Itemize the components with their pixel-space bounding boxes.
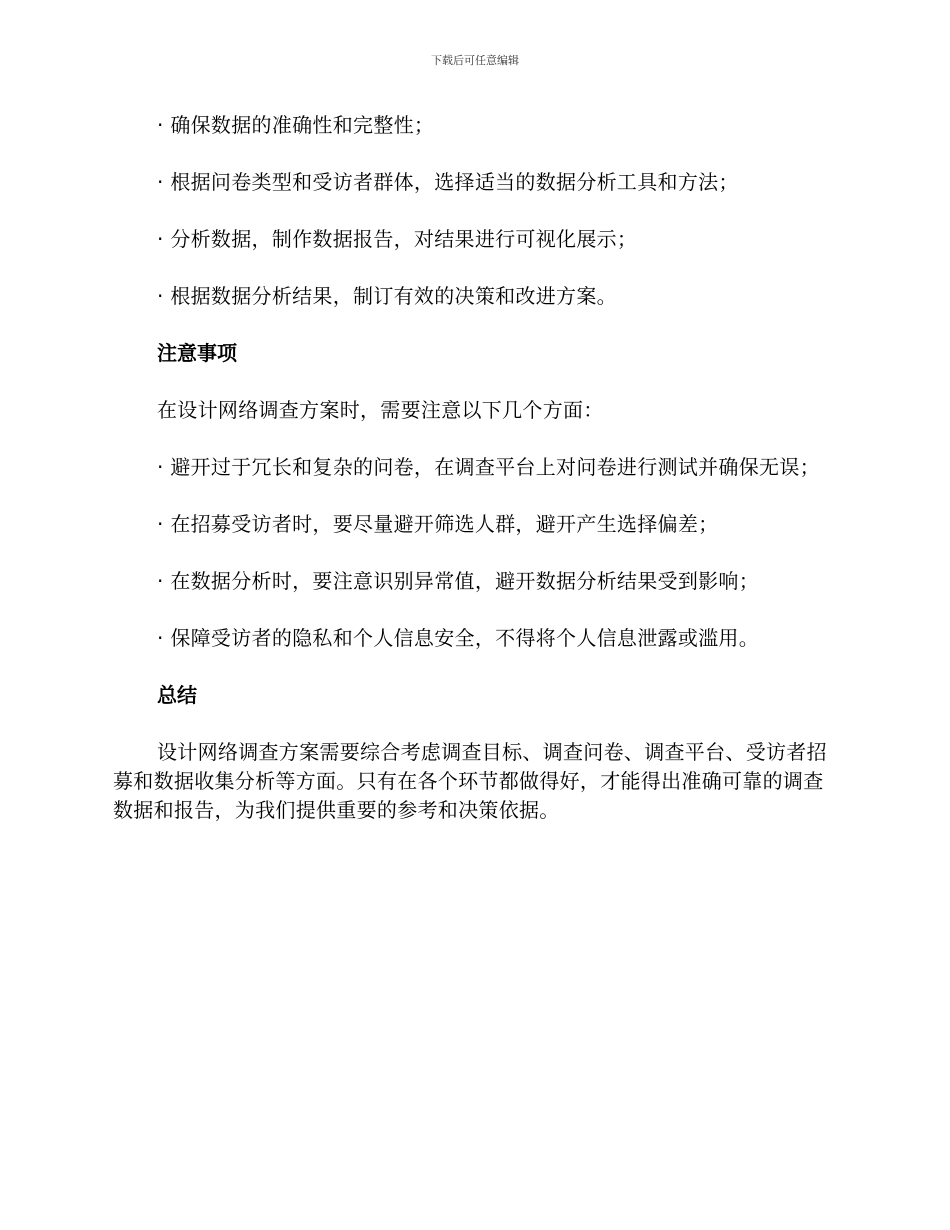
document-body [113, 111, 831, 825]
section-heading-notes: 注意事项 [157, 341, 237, 365]
bullet-item: · 在招募受访者时，要尽量避开筛选人群，避开产生选择偏差； [157, 512, 719, 536]
bullet-item: · 在数据分析时，要注意识别异常值，避开数据分析结果受到影响； [157, 569, 760, 593]
page-header-note: 下载后可任意编辑 [431, 54, 519, 67]
bullet-item: · 避开过于冗长和复杂的问卷，在调查平台上对问卷进行测试并确保无误； [157, 455, 820, 479]
bullet-item: · 分析数据，制作数据报告，对结果进行可视化展示； [157, 227, 638, 251]
section-heading-summary: 总结 [157, 683, 197, 707]
notes-intro: 在设计网络调查方案时，需要注意以下几个方面： [157, 398, 604, 422]
summary-paragraph: 设计网络调查方案需要综合考虑调查目标、调查问卷、调查平台、受访者招募和数据收集分析等方面。只有在各个环节都做得好，才能得出准确可靠的调查数据和报告，为我们提供重要的参考和决策依据。 [113, 740, 827, 822]
bullet-item: · 保障受访者的隐私和个人信息安全，不得将个人信息泄露或滥用。 [157, 626, 760, 650]
bullet-item: · 根据数据分析结果，制订有效的决策和改进方案。 [157, 284, 617, 308]
bullet-item: · 根据问卷类型和受访者群体，选择适当的数据分析工具和方法； [157, 170, 739, 194]
bullet-item: · 确保数据的准确性和完整性； [157, 113, 435, 137]
